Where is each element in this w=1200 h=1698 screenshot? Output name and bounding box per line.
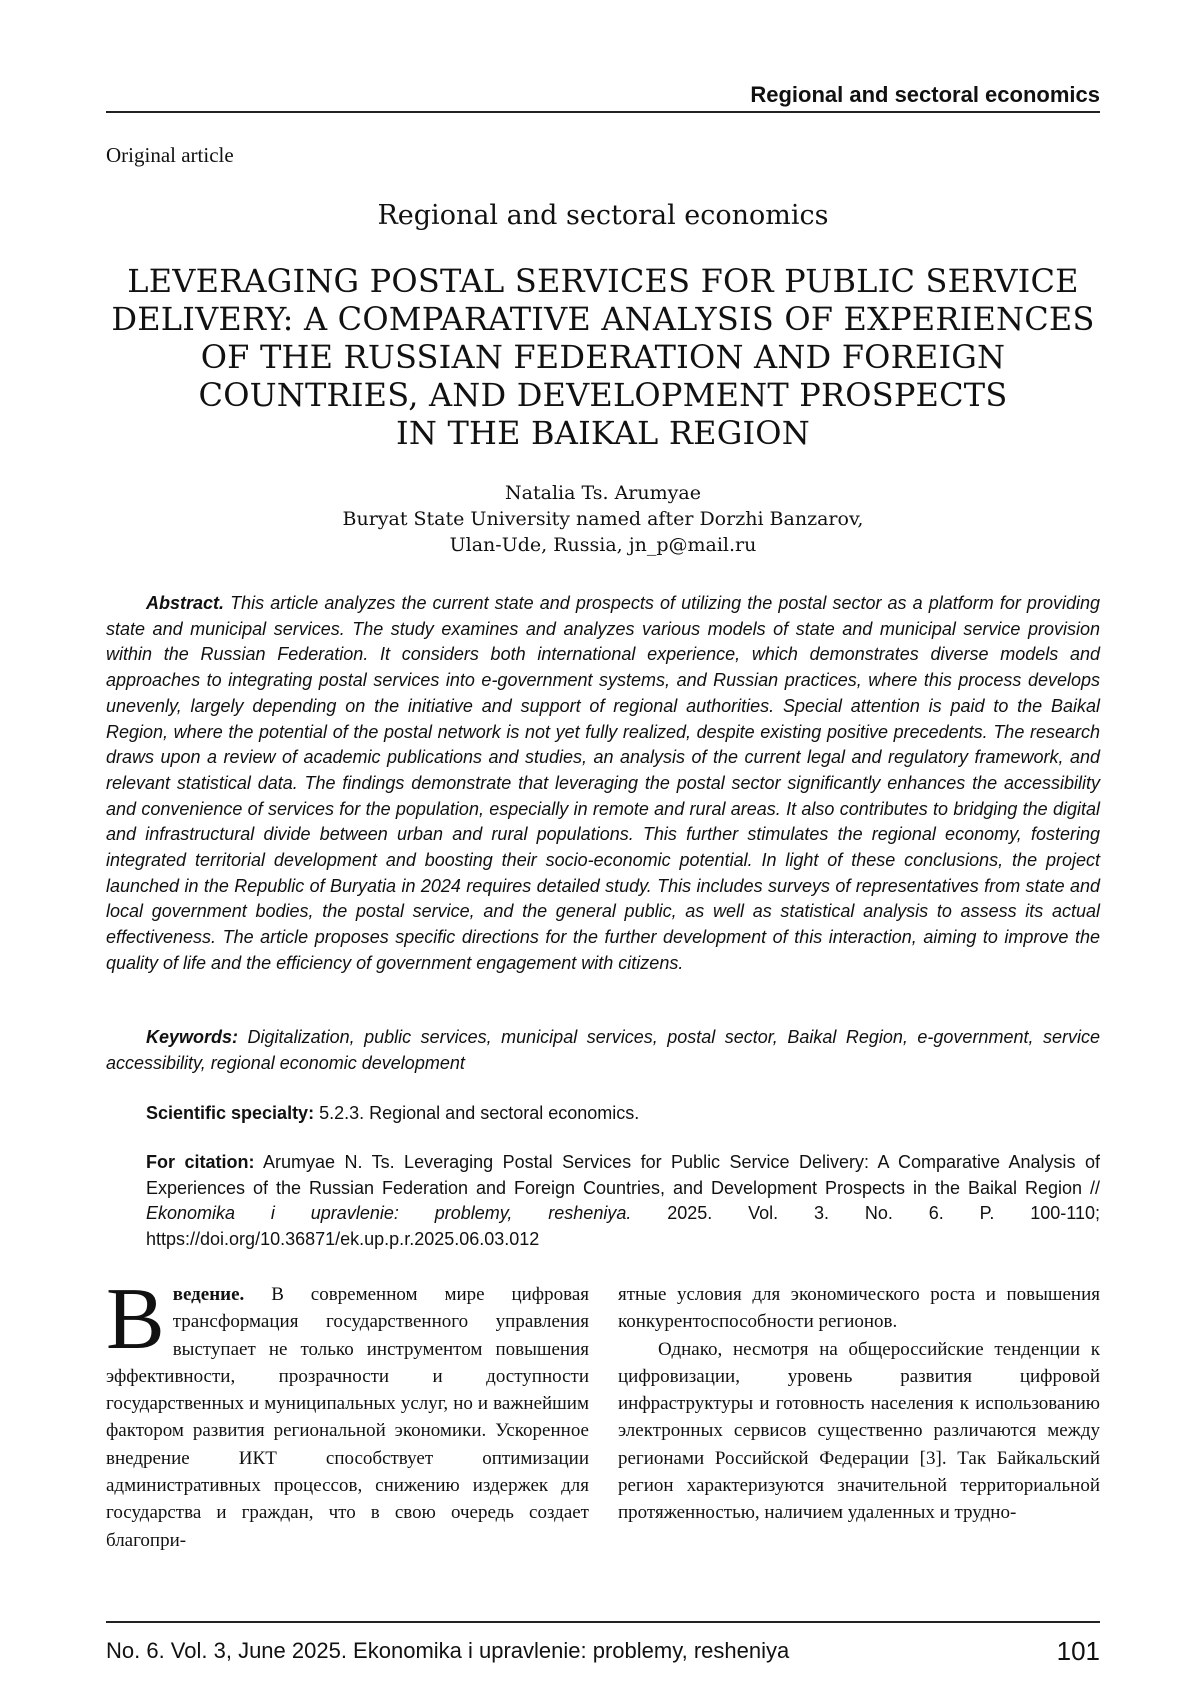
title-line: IN THE BAIKAL REGION [396, 414, 810, 452]
header-rule [106, 111, 1100, 113]
author-block [106, 480, 1100, 558]
body-paragraph: ятные условия для экономического роста и повышения конкурентоспособности регионов. [618, 1284, 1100, 1333]
running-header: Regional and sectoral economics [750, 82, 1100, 107]
title-line: COUNTRIES, AND DEVELOPMENT PROSPECTS [198, 376, 1008, 414]
body-paragraph: Однако, несмотря на общероссийские тенденции к цифровизации, уровень развития цифровой инфраструктуры и готовность населения к использованию электронных сервисов существенно различаются между регионами Российской Федерации [3]. Так Байкальский регион характеризуются значительной территориальной протяженностью, наличием удаленных и трудно- [618, 1338, 1100, 1524]
section-title: Regional and sectoral economics [377, 200, 829, 231]
keywords-label: Keywords: [146, 1027, 239, 1047]
abstract-label: Abstract. [146, 593, 225, 613]
citation-label: For citation: [146, 1152, 255, 1172]
drop-cap: В [106, 1271, 165, 1368]
body-column-left [106, 1271, 589, 1554]
footer-rule [106, 1621, 1100, 1623]
keywords-text: Digitalization, public services, municipal services, postal sector, Baikal Region, e-government, service accessibility, regional economic development [106, 1027, 1100, 1073]
specialty-label: Scientific specialty: [146, 1103, 315, 1123]
specialty-text: 5.2.3. Regional and sectoral economics. [319, 1103, 640, 1123]
intro-lead: ведение. [172, 1284, 245, 1305]
scientific-specialty [146, 1103, 1100, 1124]
citation-details: 2025. Vol. 3. No. 6. P. 100-110; https://doi.org/10.36871/ek.up.p.r.2025.06.03.012 [146, 1203, 1100, 1249]
footer-journal-info: No. 6. Vol. 3, June 2025. Ekonomika i upravlenie: problemy, resheniya [106, 1638, 790, 1663]
article-type: Original article [106, 143, 234, 167]
citation-journal: Ekonomika i upravlenie: problemy, resheniya. [146, 1203, 632, 1223]
citation [146, 1150, 1100, 1252]
title-line: DELIVERY: A COMPARATIVE ANALYSIS OF EXPERIENCES [111, 300, 1095, 338]
intro-text: В современном мире цифровая трансформация государственного управления выступает не только инструментом повышения эффективности, прозрачности и доступности государственных и муниципальных услуг, но и важнейшим фактором развития региональной экономики. Ускоренное внедрение ИКТ способствует оптимизации административных процессов, снижению издержек для государства и граждан, что в свою очередь создает благопри- [106, 1284, 589, 1551]
keywords [106, 1025, 1100, 1076]
title-line: LEVERAGING POSTAL SERVICES FOR PUBLIC SERVICE [127, 262, 1079, 300]
citation-text: Arumyae N. Ts. Leveraging Postal Services for Public Service Delivery: A Comparative Analysis of Experiences of the Russian Federation and Foreign Countries, and Development Prospects in the Baikal Region // [146, 1152, 1100, 1198]
author-name: Natalia Ts. Arumyae [505, 482, 701, 504]
body-column-right [618, 1281, 1100, 1527]
author-affiliation: Buryat State University named after Dorzhi Banzarov, [342, 508, 864, 530]
paper-title [106, 262, 1100, 452]
abstract [106, 591, 1100, 977]
title-line: OF THE RUSSIAN FEDERATION AND FOREIGN [200, 338, 1006, 376]
author-location-email: Ulan-Ude, Russia, jn_p@mail.ru [449, 534, 757, 556]
abstract-text: This article analyzes the current state and prospects of utilizing the postal sector as a platform for providing state and municipal services. The study examines and analyzes various models of state and municipal service provision within the Russian Federation. It considers both international experience, which demonstrates diverse models and approaches to integrating postal services into e-government systems, and Russian practices, where this process develops unevenly, largely depending on the initiative and support of regional authorities. Special attention is paid to the Baikal Region, where the potential of the postal network is not yet fully realized, despite existing positive precedents. The research draws upon a review of academic publications and studies, an analysis of the current legal and regulatory framework, and relevant statistical data. The findings demonstrate that leveraging the postal sector significantly enhances the accessibility and convenience of services for the population, especially in remote and rural areas. It also contributes to bridging the digital and infrastructural divide between urban and rural populations. This further stimulates the regional economy, fostering integrated territorial development and boosting their socio-economic potential. In light of these conclusions, the project launched in the Republic of Buryatia in 2024 requires detailed study. This includes surveys of representatives from state and local government bodies, the postal service, and the general public, as well as statistical analysis to assess its actual effectiveness. The article proposes specific directions for the further development of this interaction, aiming to improve the quality of life and the efficiency of government engagement with citizens. [106, 593, 1100, 973]
page-number: 101 [1056, 1636, 1100, 1666]
